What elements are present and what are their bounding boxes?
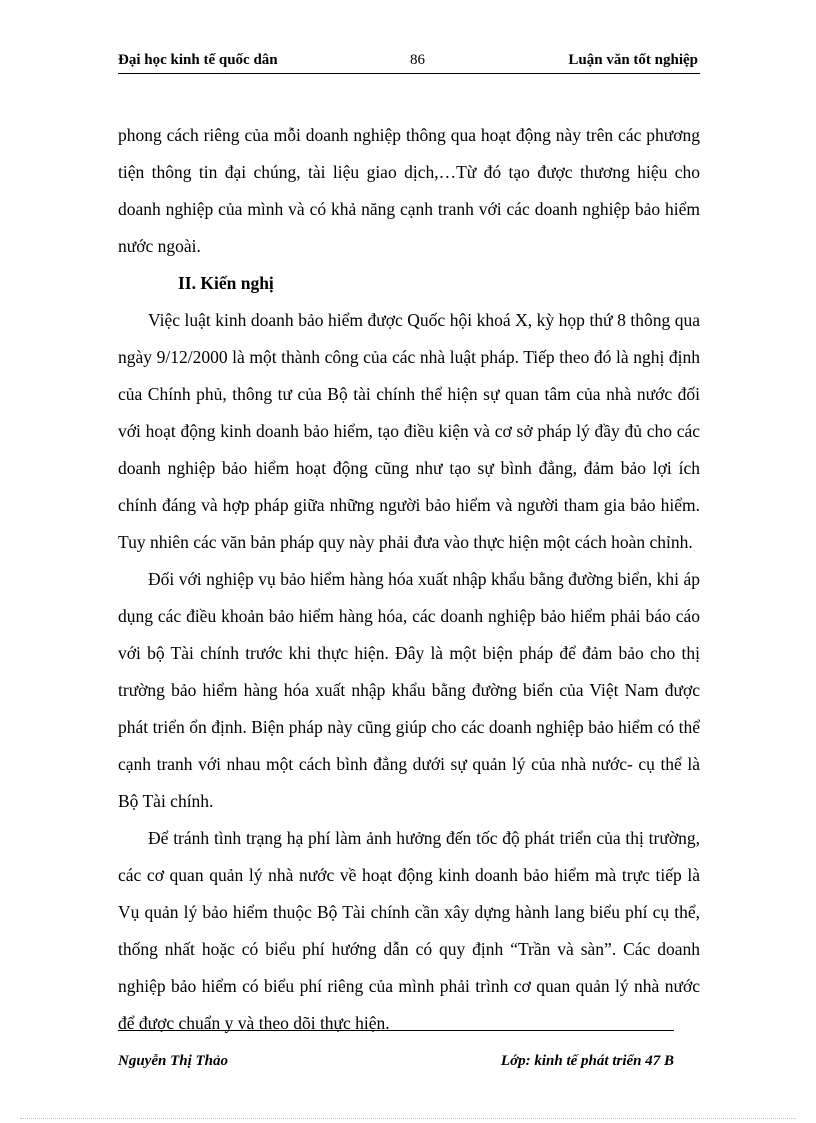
page-bottom-border — [20, 1118, 796, 1119]
footer-author: Nguyễn Thị Thảo — [118, 1053, 229, 1069]
paragraph-1: Việc luật kinh doanh bảo hiểm được Quốc hội khoá X, kỳ họp thứ 8 thông qua ngày 9/12/2000 là một thành công của các nhà luật pháp. Tiếp theo đó là nghị định của Chính phủ, thông tư của Bộ tài chính thể hiện sự quan tâm của nhà nước đối với hoạt động kinh doanh bảo hiểm, tạo điều kiện và cơ sở pháp lý đầy đủ cho các doanh nghiệp bảo hiểm hoạt động cũng như tạo sự bình đẳng, đảm bảo lợi ích chính đáng và hợp pháp giữa những người bảo hiểm và người tham gia bảo hiểm. Tuy nhiên các văn bản pháp quy này phải đưa vào thực hiện một cách hoàn chỉnh. — [118, 310, 700, 552]
header-divider — [118, 73, 700, 74]
paragraph-2: Đối với nghiệp vụ bảo hiểm hàng hóa xuất nhập khẩu bằng đường biển, khi áp dụng các điều khoản bảo hiểm hàng hóa, các doanh nghiệp bảo hiểm phải báo cáo với bộ Tài chính trước khi thực hiện. Đây là một biện pháp để đảm bảo cho thị trường bảo hiểm hàng hóa xuất nhập khẩu bằng đường biển của Việt Nam được phát triển ổn định. Biện pháp này cũng giúp cho các doanh nghiệp bảo hiểm có thể cạnh tranh với nhau một cách bình đẳng dưới sự quản lý của nhà nước- cụ thể là Bộ Tài chính. — [118, 569, 700, 811]
footer-class: Lớp: kinh tế phát triển 47 B — [500, 1053, 674, 1069]
page-header — [118, 50, 698, 72]
paragraph-continuation: phong cách riêng của mỗi doanh nghiệp thông qua hoạt động này trên các phương tiện thông tin đại chúng, tài liệu giao dịch,…Từ đó tạo được thương hiệu cho doanh nghiệp của mình và có khả năng cạnh tranh với các doanh nghiệp bảo hiểm nước ngoài. — [118, 125, 700, 256]
document-body — [118, 117, 700, 1042]
footer-divider — [118, 1030, 674, 1031]
section-heading: II. Kiến nghị — [178, 273, 274, 293]
page-number: 86 — [410, 52, 425, 68]
header-thesis-title: Luận văn tốt nghiệp — [568, 52, 698, 68]
paragraph-3: Để tránh tình trạng hạ phí làm ảnh hưởng đến tốc độ phát triển của thị trường, các cơ quan quản lý nhà nước về hoạt động kinh doanh bảo hiểm mà trực tiếp là Vụ quản lý bảo hiểm thuộc Bộ Tài chính cần xây dựng hành lang biểu phí cụ thể, thống nhất hoặc có biểu phí hướng dẫn có quy định “Trần và sàn”. Các doanh nghiệp bảo hiểm có biểu phí riêng của mình phải trình cơ quan quản lý nhà nước để được chuẩn y và theo dõi thực hiện. — [118, 828, 700, 1033]
header-university: Đại học kinh tế quốc dân — [118, 52, 278, 68]
